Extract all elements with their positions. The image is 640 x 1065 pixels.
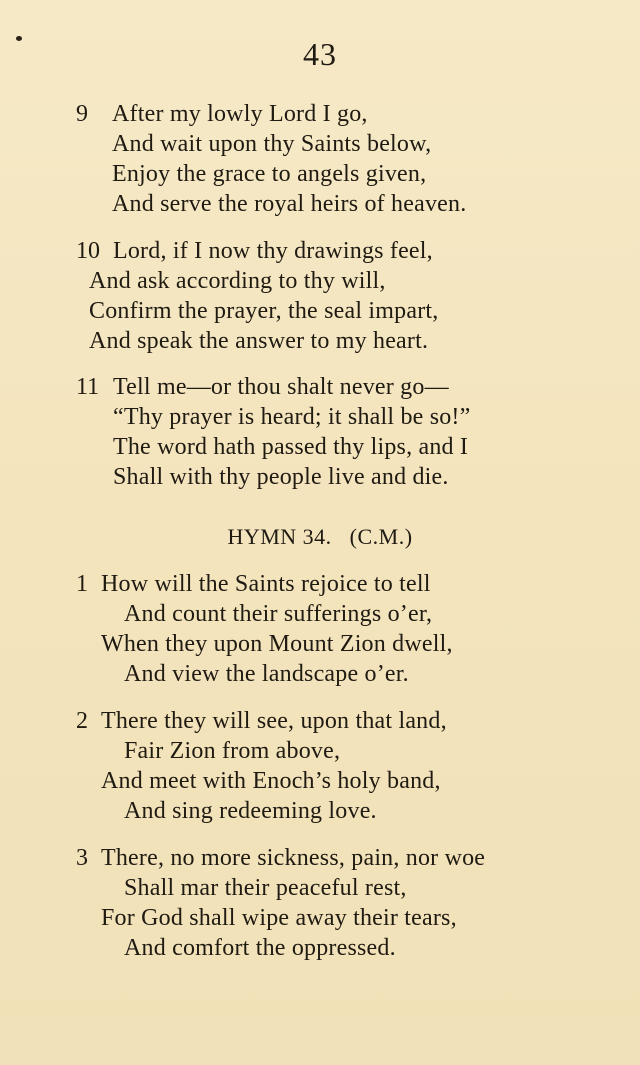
verse-line: And sing redeeming love. — [124, 798, 377, 824]
verse-number-2: 2 — [76, 708, 88, 734]
verse-line: And comfort the oppressed. — [124, 935, 396, 961]
verse-line: Shall with thy people live and die. — [113, 464, 449, 490]
verse-line: How will the Saints rejoice to tell — [101, 571, 431, 597]
verse-line: And serve the royal heirs of heaven. — [112, 191, 467, 217]
verse-line: And ask according to thy will, — [89, 268, 386, 294]
verse-line: When they upon Mount Zion dwell, — [101, 631, 453, 657]
hymn-title: HYMN 34. (C.M.) — [227, 524, 413, 549]
verse-line: Enjoy the grace to angels given, — [112, 161, 427, 187]
verse-line: Tell me—or thou shalt never go— — [113, 374, 449, 400]
verse-line: After my lowly Lord I go, — [112, 101, 368, 127]
verse-number-3: 3 — [76, 845, 88, 871]
verse-line: And view the landscape o’er. — [124, 661, 409, 687]
verse-line: The word hath passed thy lips, and I — [113, 434, 469, 460]
verse-number-1: 1 — [76, 571, 88, 597]
verse-line: And speak the answer to my heart. — [89, 328, 429, 354]
verse-line: “Thy prayer is heard; it shall be so!” — [113, 404, 471, 430]
verse-number-9: 9 — [76, 101, 88, 127]
verse-line: Confirm the prayer, the seal impart, — [89, 298, 439, 324]
verse-line: There they will see, upon that land, — [101, 708, 447, 734]
verse-line: There, no more sickness, pain, nor woe — [101, 845, 486, 871]
verse-line: And wait upon thy Saints below, — [112, 131, 432, 157]
verse-line: Fair Zion from above, — [124, 738, 341, 764]
verse-line: And count their sufferings o’er, — [124, 601, 433, 627]
page-number: 43 — [303, 36, 337, 72]
verse-line: Shall mar their peaceful rest, — [124, 875, 407, 901]
verse-line: Lord, if I now thy drawings feel, — [113, 238, 433, 264]
verse-number-10: 10 — [76, 238, 100, 264]
verse-number-11: 11 — [76, 374, 100, 400]
verse-line: For God shall wipe away their tears, — [101, 905, 457, 931]
verse-line: And meet with Enoch’s holy band, — [101, 768, 441, 794]
